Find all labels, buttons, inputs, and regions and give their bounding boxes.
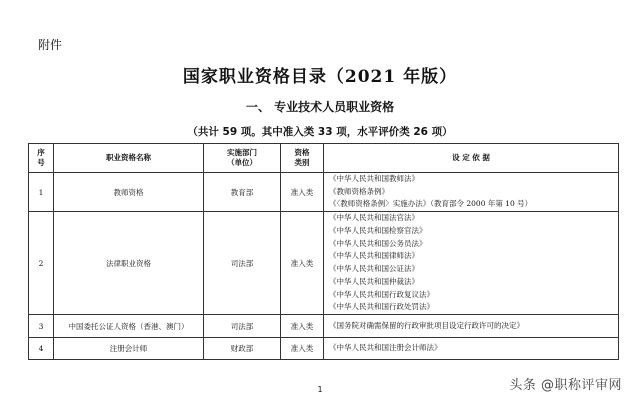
- cell-basis: 《中华人民共和国注册会计师法》: [324, 338, 619, 360]
- cell-type: 准入类: [281, 212, 324, 315]
- cell-name: 法律职业资格: [54, 212, 204, 315]
- header-dept: 实施部门 （单位）: [204, 144, 281, 173]
- cell-basis: 《国务院对确需保留的行政审批项目设定行政许可的决定》: [324, 315, 619, 338]
- cell-no: 1: [29, 173, 54, 212]
- table-row: [29, 338, 619, 360]
- section-title: 一、 专业技术人员职业资格: [245, 100, 395, 114]
- table-row: [29, 173, 619, 212]
- cell-no: 4: [29, 338, 54, 360]
- cell-type: 准入类: [281, 173, 324, 212]
- cell-basis: 《中华人民共和国法官法》 《中华人民共和国检察官法》 《中华人民共和国公务员法》 《中华人民共和国律师法》 《中华人民共和国公证法》 《中华人民共和国仲裁法》 《中华人民共和国行政复议法》 《中华人民共和国行政处罚法》: [324, 212, 619, 315]
- cell-name: 教师资格: [54, 173, 204, 212]
- summary-line: （共计 59 项。其中准入类 33 项，水平评价类 26 项）: [187, 126, 453, 138]
- attachment-label: 附件: [38, 38, 63, 52]
- document-title: 国家职业资格目录（2021 年版）: [182, 67, 458, 87]
- page-number: 1: [317, 385, 323, 394]
- cell-no: 2: [29, 212, 54, 315]
- header-no: 序 号: [29, 144, 54, 173]
- table-row: [29, 315, 619, 338]
- watermark: 头条 @职称评审网: [509, 378, 622, 393]
- cell-dept: 司法部: [204, 315, 281, 338]
- table-header-row: [29, 144, 619, 173]
- cell-dept: 教育部: [204, 173, 281, 212]
- cell-basis: 《中华人民共和国教师法》 《教师资格条例》 《〈教师资格条例〉实施办法》（教育部令 2000 年第 10 号）: [324, 173, 619, 212]
- cell-dept: 司法部: [204, 212, 281, 315]
- cell-type: 准入类: [281, 315, 324, 338]
- header-basis: 设 定 依 据: [324, 144, 619, 173]
- cell-name: 注册会计师: [54, 338, 204, 360]
- table-row: [29, 212, 619, 315]
- header-name: 职业资格名称: [54, 144, 204, 173]
- cell-name: 中国委托公证人资格（香港、澳门）: [54, 315, 204, 338]
- cell-dept: 财政部: [204, 338, 281, 360]
- cell-no: 3: [29, 315, 54, 338]
- header-type: 资格 类别: [281, 144, 324, 173]
- cell-type: 准入类: [281, 338, 324, 360]
- qualification-table: [28, 143, 619, 360]
